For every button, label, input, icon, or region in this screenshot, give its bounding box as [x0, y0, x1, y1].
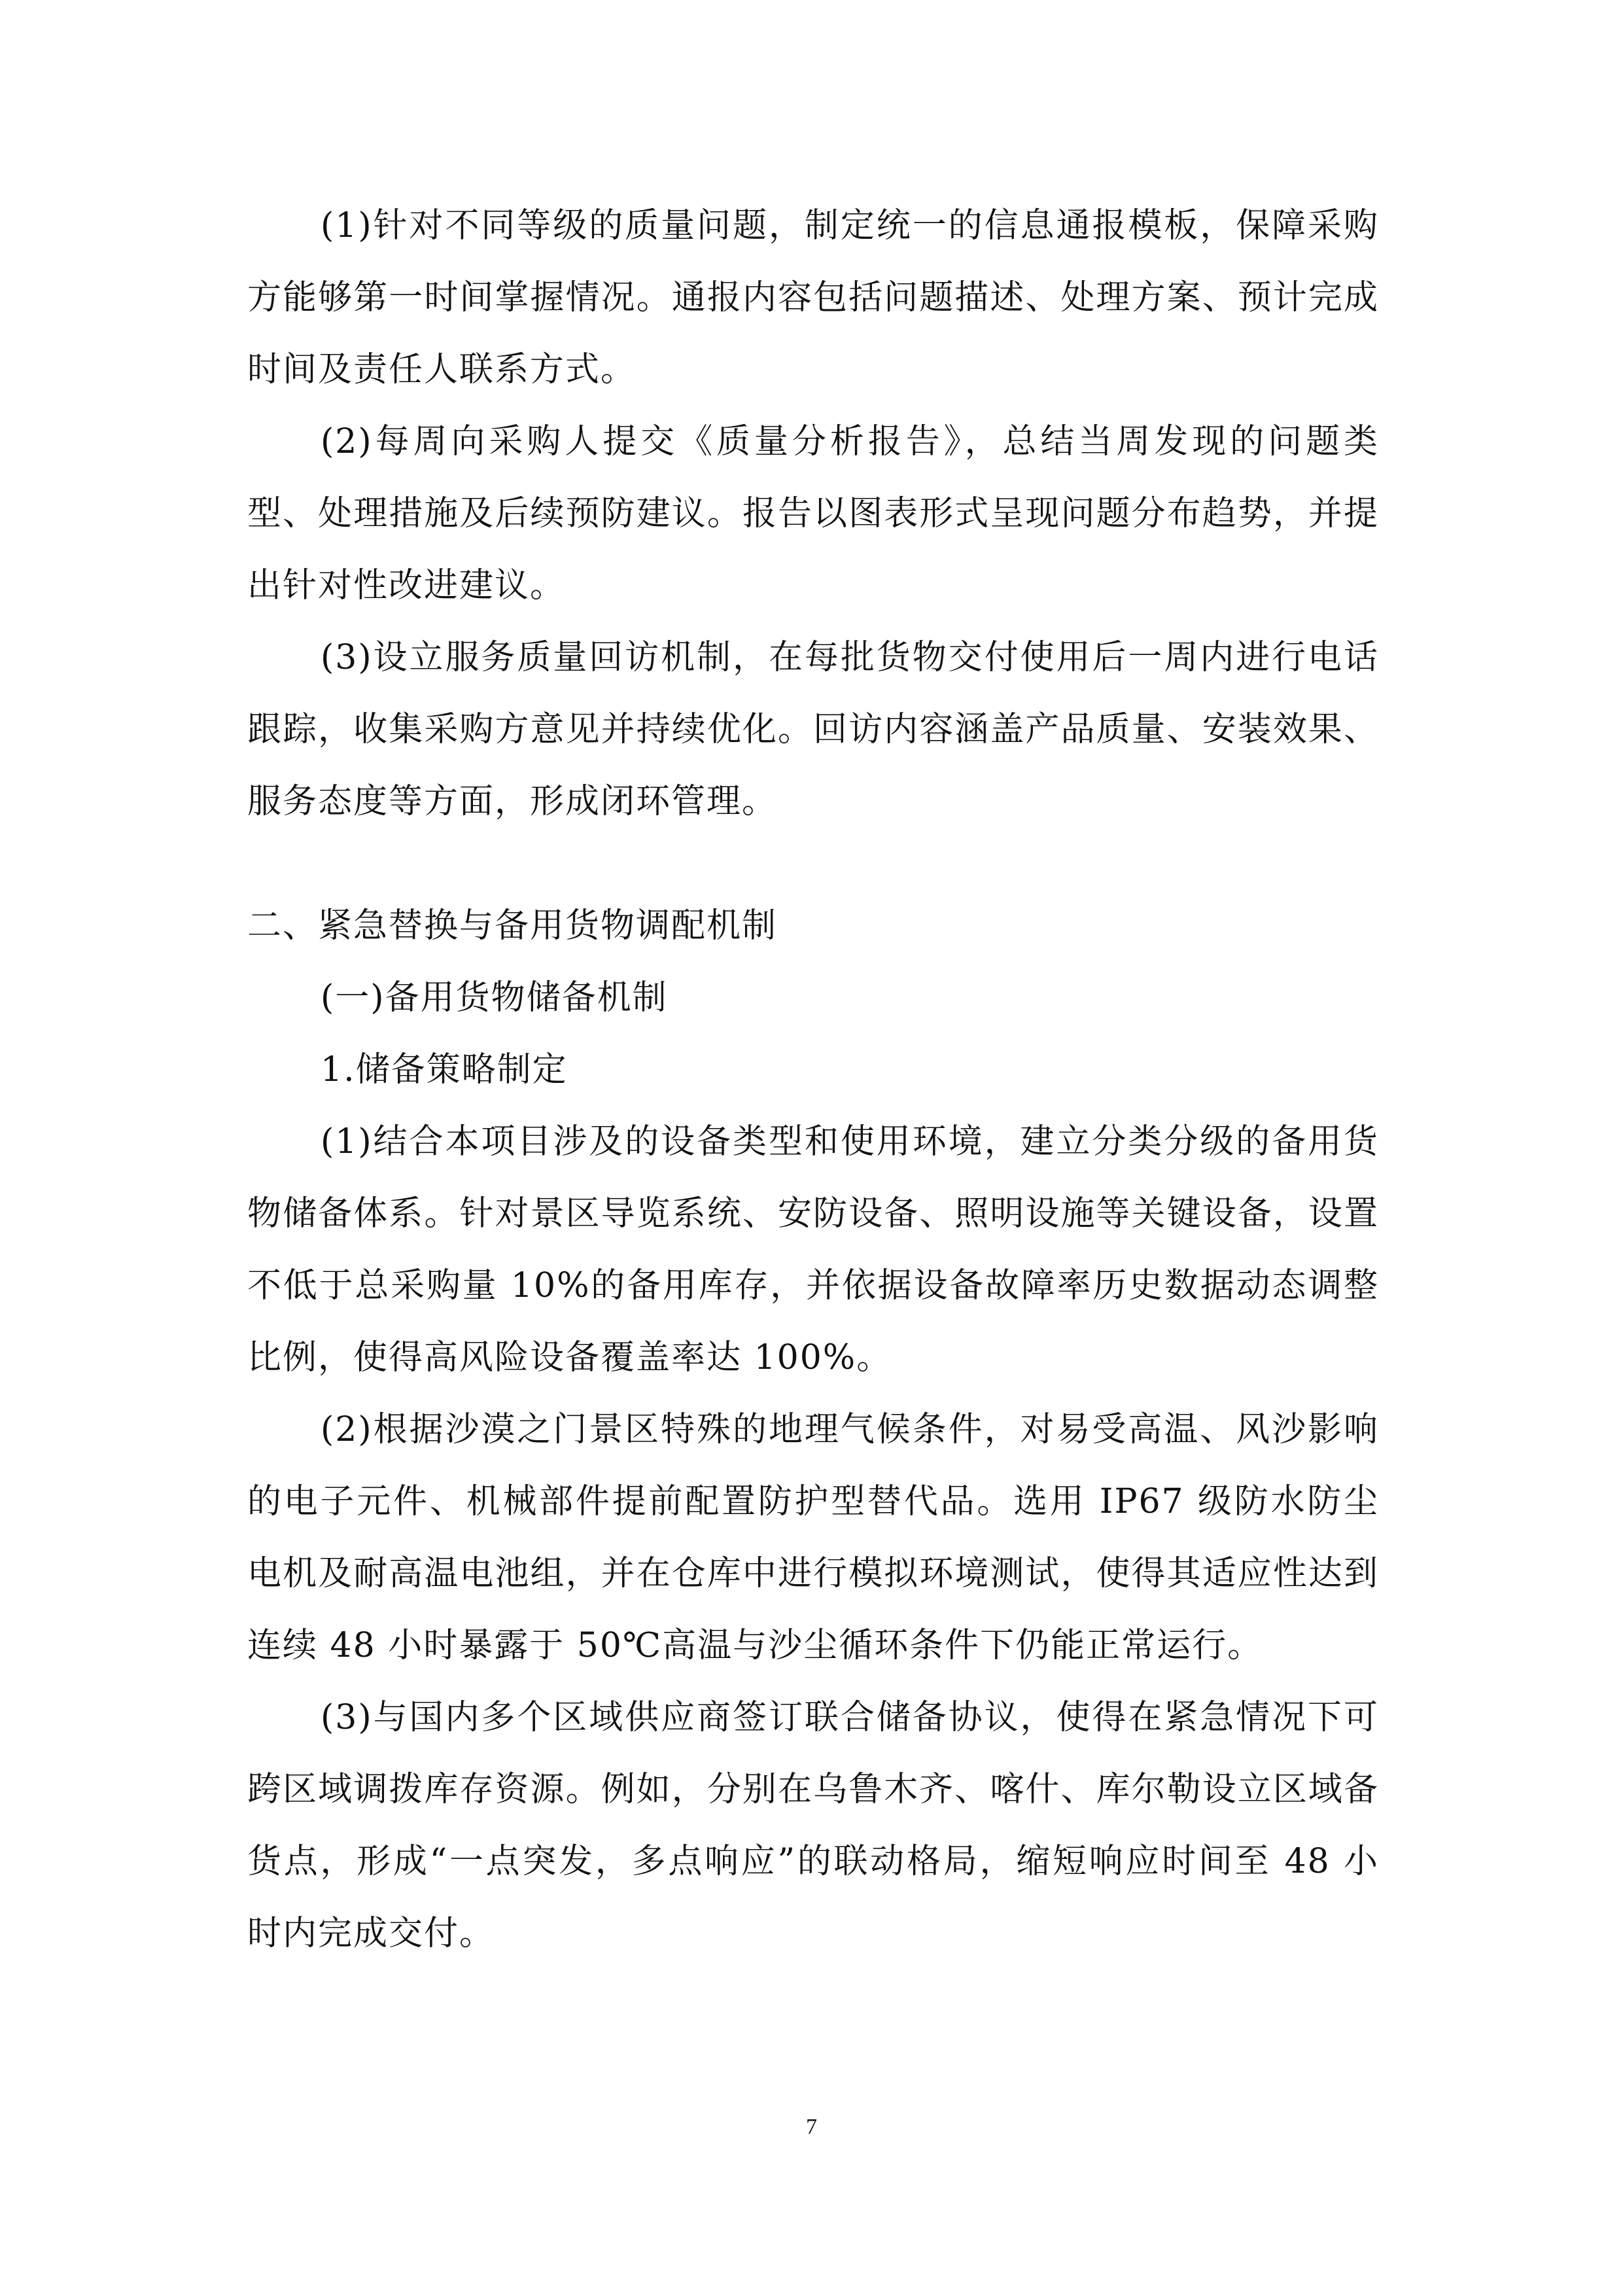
- item-heading: 1.储备策略制定: [321, 1050, 568, 1089]
- paragraph-climate-protection: (2)根据沙漠之门景区特殊的地理气候条件，对易受高温、风沙影响的电子元件、机械部件提前配置防护型替代品。选用 IP67 级防水防尘电机及耐高温电池组，并在仓库中进行模拟环境测试，使得其适应性达到连续 48 小时暴露于 50℃高温与沙尘循环条件下仍能正常运行。: [247, 1410, 1379, 1665]
- paragraph-return-visit: (3)设立服务质量回访机制，在每批货物交付使用后一周内进行电话跟踪，收集采购方意见并持续优化。回访内容涵盖产品质量、安装效果、服务态度等方面，形成闭环管理。: [247, 638, 1379, 821]
- section-heading: 二、紧急替换与备用货物调配机制: [247, 906, 778, 945]
- paragraph-regional-reserve: (3)与国内多个区域供应商签订联合储备协议，使得在紧急情况下可跨区域调拨库存资源。例如，分别在乌鲁木齐、喀什、库尔勒设立区域备货点，形成“一点突发，多点响应”的联动格局，缩短响应时间至 48 小时内完成交付。: [247, 1698, 1379, 1953]
- paragraph-quality-report: (2)每周向采购人提交《质量分析报告》，总结当周发现的问题类型、处理措施及后续预防建议。报告以图表形式呈现问题分布趋势，并提出针对性改进建议。: [247, 422, 1379, 605]
- page-content: [247, 190, 1379, 1969]
- page-number: 7: [806, 2115, 817, 2139]
- subsection-heading: (一)备用货物储备机制: [321, 978, 668, 1017]
- paragraph-notification-template: (1)针对不同等级的质量问题，制定统一的信息通报模板，保障采购方能够第一时间掌握情况。通报内容包括问题描述、处理方案、预计完成时间及责任人联系方式。: [247, 206, 1379, 389]
- paragraph-storage-system: (1)结合本项目涉及的设备类型和使用环境，建立分类分级的备用货物储备体系。针对景区导览系统、安防设备、照明设施等关键设备，设置不低于总采购量 10%的备用库存，并依据设备故障率历史数据动态调整比例，使得高风险设备覆盖率达 100%。: [247, 1122, 1379, 1377]
